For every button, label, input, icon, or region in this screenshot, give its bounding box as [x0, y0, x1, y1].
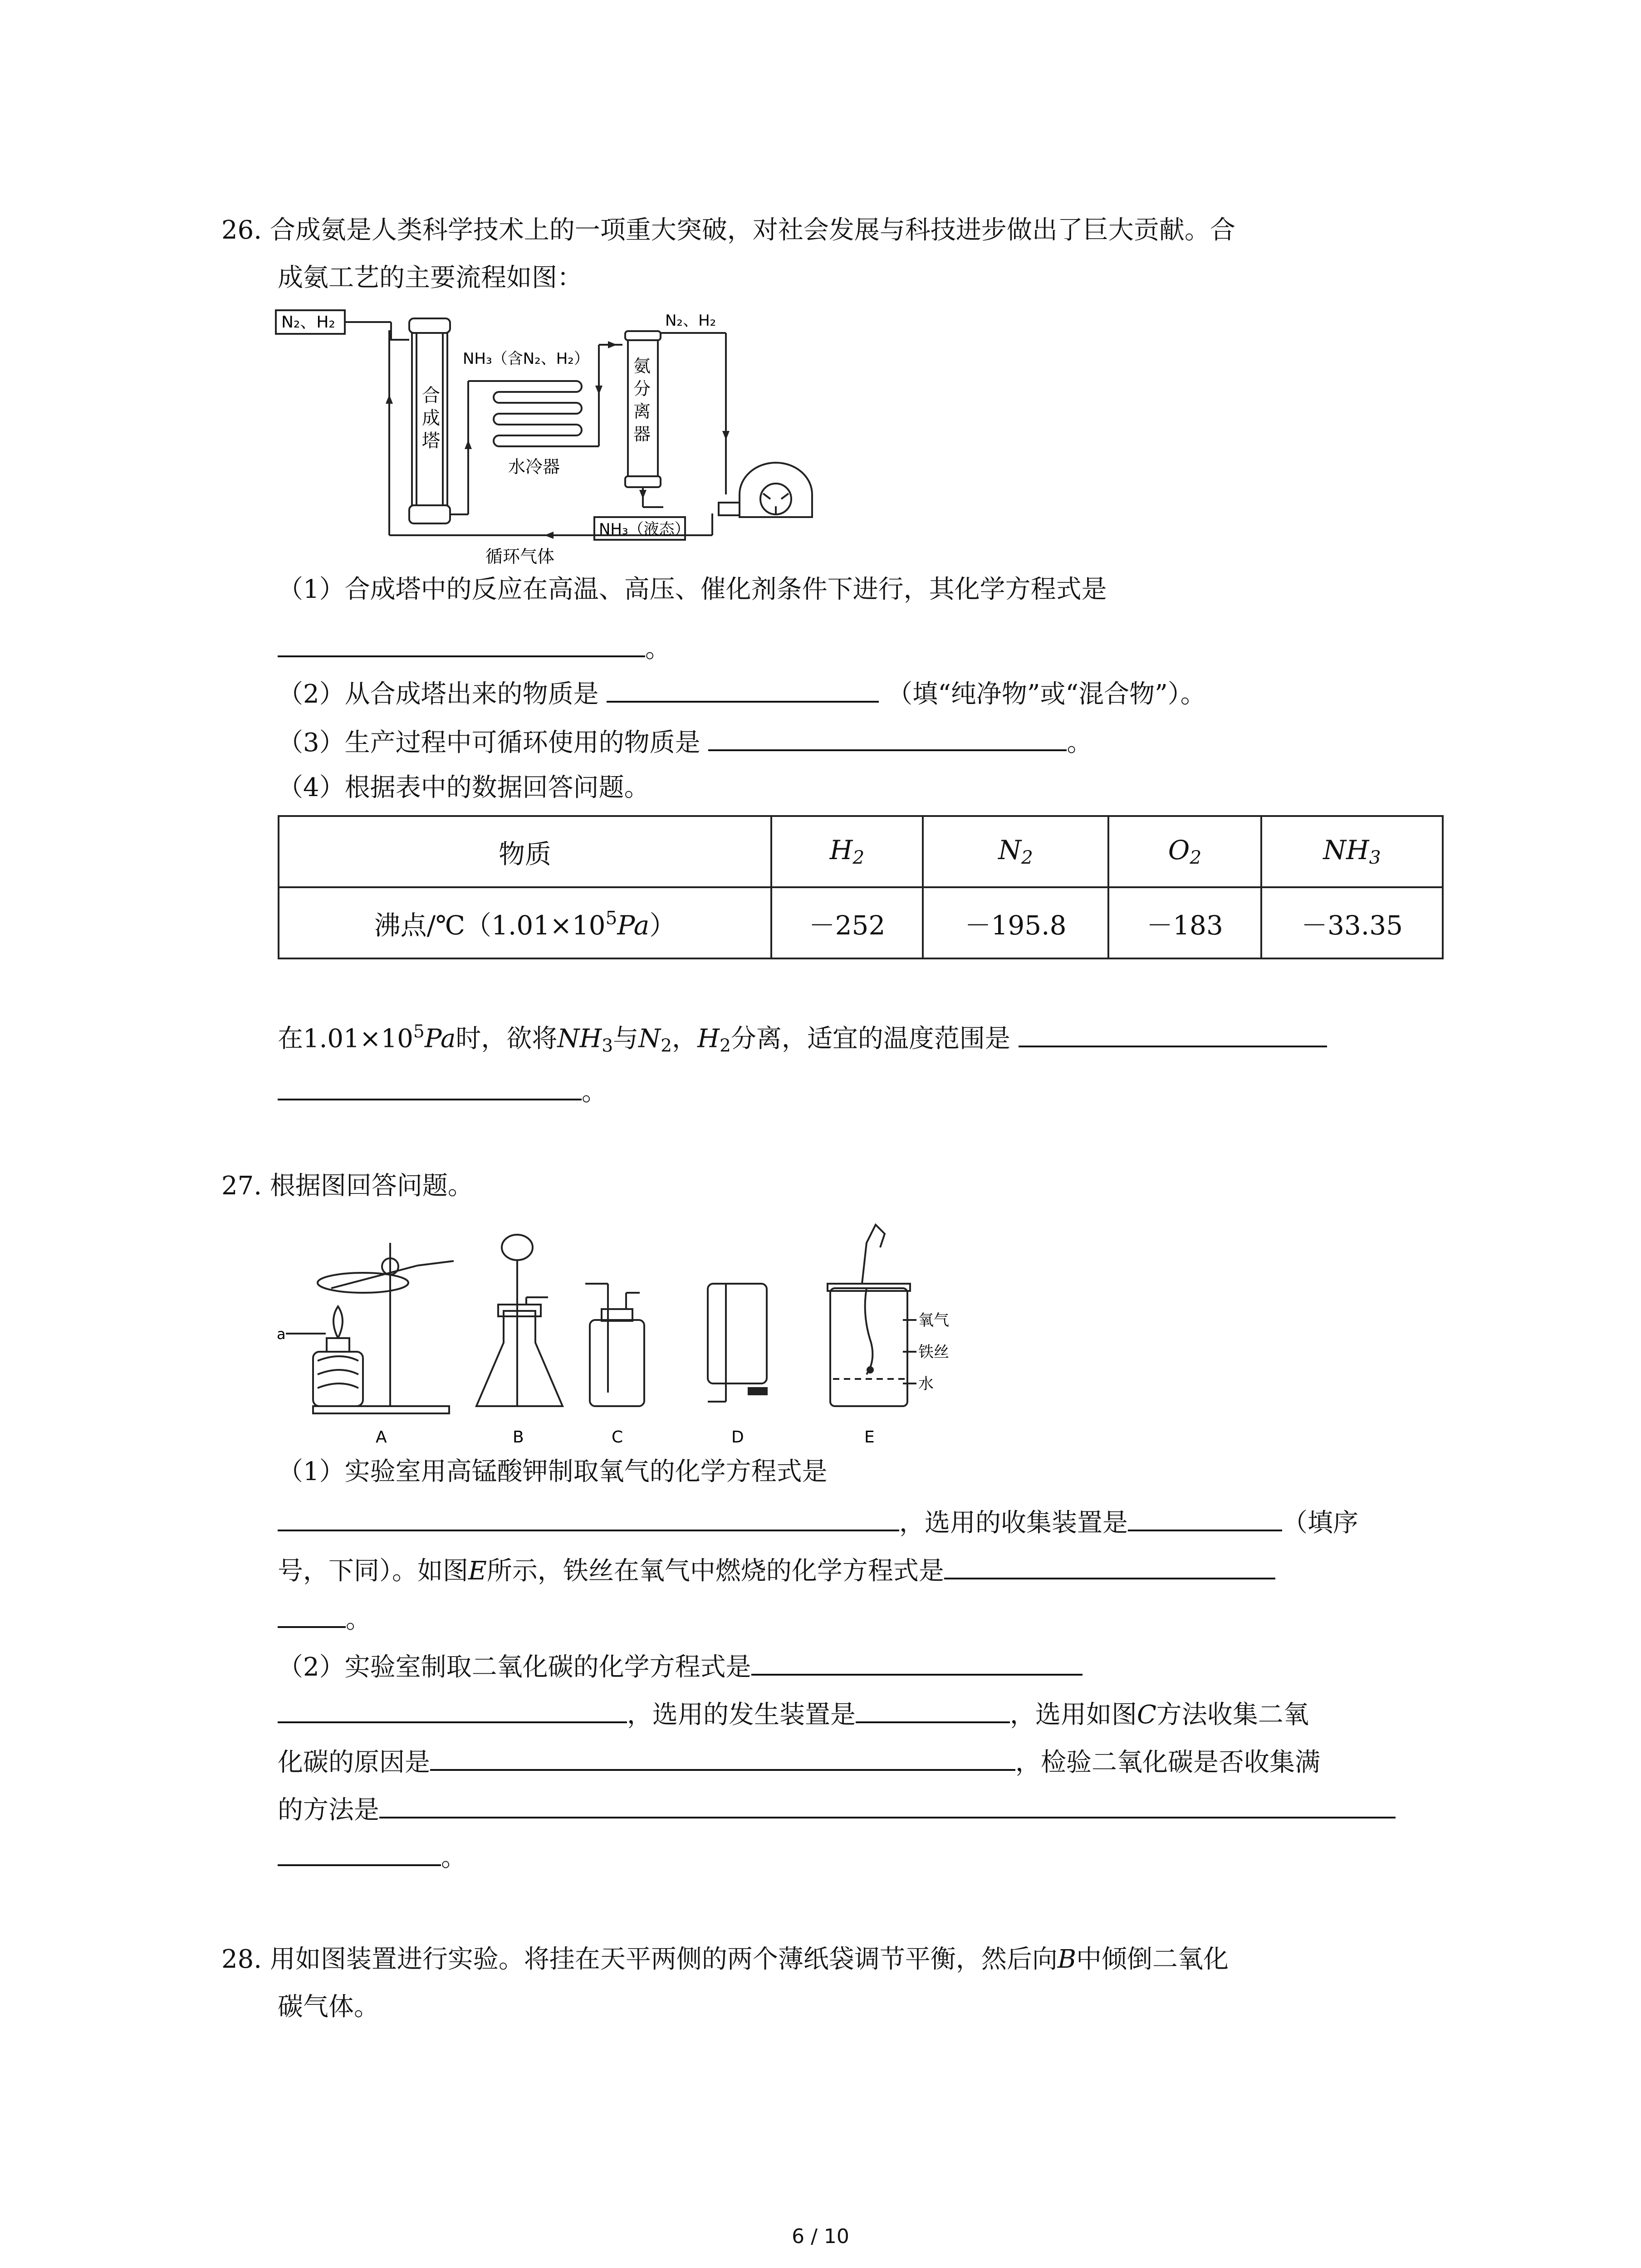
top-out-label: N₂、H₂ — [665, 312, 716, 330]
page-number: 6 / 10 — [792, 2225, 849, 2248]
mix-label: NH₃（含N₂、H₂） — [463, 350, 589, 368]
e-label-water: 水 — [918, 1375, 934, 1393]
q27-eq1-blank[interactable] — [278, 1502, 899, 1531]
q26-part5-cont: 。 — [278, 1071, 607, 1110]
q27-co2-eq-blank2[interactable] — [278, 1694, 627, 1723]
ammonia-process-diagram — [272, 304, 830, 581]
q26-part3-text: （3）生产过程中可循环使用的物质是 — [278, 728, 700, 758]
lab-apparatus-figure — [272, 1216, 980, 1452]
q26-part2 — [278, 674, 1206, 713]
value-o2: －183 — [1108, 887, 1261, 958]
q27-reason-blank[interactable] — [430, 1742, 1015, 1771]
label-b: B — [513, 1428, 524, 1447]
label-e: E — [864, 1428, 875, 1447]
sep-char-1: 氨 — [633, 356, 651, 376]
q28-line2: 碳气体。 — [278, 1992, 379, 2022]
q27-iron-eq-blank2[interactable] — [278, 1599, 346, 1628]
q26-part3 — [278, 722, 1092, 761]
a-mark: a — [277, 1325, 286, 1343]
q26-part5-blank2[interactable] — [278, 1071, 582, 1100]
boiling-point-table — [278, 815, 1444, 959]
q27-part1-cont: ，选用的收集装置是 （填序 — [278, 1502, 1358, 1541]
table-row — [279, 887, 1443, 958]
q27-line1: 27. 根据图回答问题。 — [221, 1171, 473, 1201]
tower-char-3: 塔 — [422, 430, 440, 451]
boiling-point-label: 沸点$/℃(1.01\times 10^5Pa)$ — [279, 887, 771, 958]
q26-part2-blank[interactable] — [607, 674, 879, 703]
header-nh3: $NH_3$ — [1261, 816, 1443, 887]
sep-char-4: 器 — [633, 424, 651, 444]
q27-gen-blank[interactable] — [856, 1694, 1010, 1723]
header-n2: $N_2$ — [923, 816, 1108, 887]
q26-part1-end: 。 — [645, 634, 671, 664]
table-row — [279, 816, 1443, 887]
value-h2: －252 — [771, 887, 923, 958]
q26-part1-blank[interactable] — [278, 628, 645, 657]
feed-label: N₂、H₂ — [281, 313, 335, 332]
q26-part3-end: 。 — [1067, 728, 1092, 758]
header-h2: $H_2$ — [771, 816, 923, 887]
q27-part2-line2: ，选用的发生装置是 ，选用如图C方法收集二氧 — [278, 1694, 1309, 1733]
q28-line1: 28. 用如图装置进行实验。将挂在天平两侧的两个薄纸袋调节平衡，然后向B中倾倒二氧化 — [221, 1945, 1229, 1974]
q26-part5: 在$1.01\times 10^5Pa$时，欲将$NH_3$与$N_2$，$H_2$分离，适宜的温度范围是 — [278, 1014, 1327, 1064]
label-d: D — [731, 1428, 744, 1447]
q27-part1-line4: 。 — [278, 1599, 371, 1638]
q26-part3-blank[interactable] — [708, 722, 1067, 751]
q26-part2-hint: （填“纯净物”或“混合物”）。 — [887, 679, 1206, 709]
q27-iron-eq-blank[interactable] — [944, 1550, 1275, 1579]
q26-part4: （4）根据表中的数据回答问题。 — [278, 773, 650, 802]
q27-part2-line5: 。 — [278, 1837, 466, 1876]
q27-method-blank[interactable] — [379, 1789, 1396, 1818]
q26-line1: 26. 合成氨是人类科学技术上的一项重大突破，对社会发展与科技进步做出了巨大贡献。合 — [221, 215, 1235, 245]
liquid-label: NH₃（液态） — [599, 520, 690, 538]
header-o2: $O_2$ — [1108, 816, 1261, 887]
q27-collect-blank[interactable] — [1128, 1502, 1282, 1531]
cooler-label: 水冷器 — [508, 457, 560, 477]
q27-part2: （2）实验室制取二氧化碳的化学方程式是 — [278, 1647, 1083, 1686]
q26-part1 — [278, 572, 1107, 608]
recycle-label: 循环气体 — [485, 547, 555, 567]
q27-part2-line3: 化碳的原因是 ，检验二氧化碳是否收集满 — [278, 1742, 1320, 1781]
tower-char-1: 合 — [422, 385, 440, 406]
e-label-oxygen: 氧气 — [918, 1311, 949, 1330]
q27-method-blank2[interactable] — [278, 1837, 441, 1866]
sep-char-3: 离 — [633, 401, 651, 421]
value-n2: －195.8 — [923, 887, 1108, 958]
q26-line2: 成氨工艺的主要流程如图： — [278, 263, 583, 293]
tower-char-2: 成 — [422, 408, 440, 429]
q26-part1-text: （1）合成塔中的反应在高温、高压、催化剂条件下进行，其化学方程式是 — [278, 575, 1107, 604]
value-nh3: －33.35 — [1261, 887, 1443, 958]
q27-co2-eq-blank[interactable] — [751, 1647, 1083, 1676]
q26-part1-answer — [278, 628, 671, 667]
sep-char-2: 分 — [633, 379, 651, 399]
q26-part5-blank1[interactable] — [1019, 1018, 1327, 1047]
label-c: C — [612, 1428, 623, 1447]
header-substance: 物质 — [279, 816, 771, 887]
q27-part2-line4: 的方法是 — [278, 1789, 1396, 1828]
label-a: A — [376, 1428, 387, 1447]
e-label-iron: 铁丝 — [918, 1343, 949, 1361]
q27-part1: （1）实验室用高锰酸钾制取氧气的化学方程式是 — [278, 1457, 828, 1486]
q26-part2-text: （2）从合成塔出来的物质是 — [278, 679, 599, 709]
q27-part1-line3: 号，下同）。如图E所示，铁丝在氧气中燃烧的化学方程式是 — [278, 1550, 1275, 1589]
